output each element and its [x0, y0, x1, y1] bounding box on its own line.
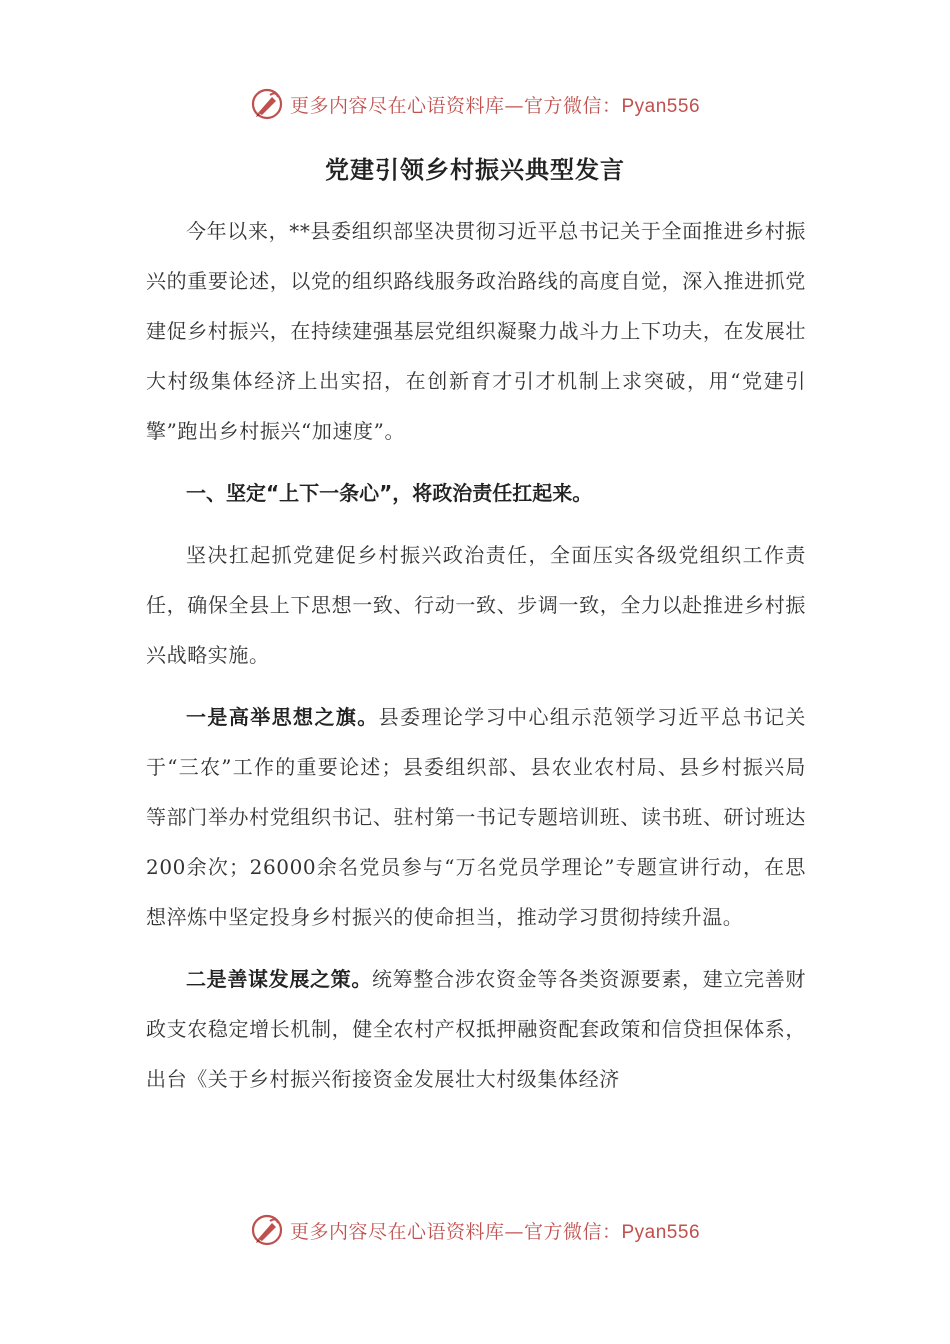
banner-wechat-id: Pyan556 [621, 95, 701, 117]
footer-banner [0, 1210, 950, 1250]
document-title: 党建引领乡村振兴典型发言 [325, 156, 625, 184]
banner-wechat-id: Pyan556 [621, 1221, 701, 1243]
banner-wechat-label: 官方微信： [523, 94, 622, 117]
point-1-paragraph [146, 692, 806, 942]
banner-wechat-label: 官方微信： [523, 1220, 622, 1243]
document-body [146, 206, 806, 1116]
banner-separator: — [504, 1220, 524, 1243]
section-heading-1: 一、坚定“上下一条心”，将政治责任扛起来。 [186, 481, 593, 505]
point-1-lead: 一是高举思想之旗。 [186, 705, 379, 729]
banner-main-text: 更多内容尽在心语资料库 [289, 1220, 505, 1243]
pen-logo-icon [250, 87, 284, 121]
banner-main-text: 更多内容尽在心语资料库 [289, 94, 505, 117]
intro-paragraph: 今年以来，**县委组织部坚决贯彻习近平总书记关于全面推进乡村振兴的重要论述，以党的组织路线服务政治路线的高度自觉，深入推进抓党建促乡村振兴，在持续建强基层党组织凝聚力战斗力上下功夫，在发展壮大村级集体经济上出实招，在创新育才引才机制上求突破，用“党建引擎”跑出乡村振兴“加速度”。 [146, 219, 806, 443]
section-1-paragraph: 坚决扛起抓党建促乡村振兴政治责任，全面压实各级党组织工作责任，确保全县上下思想一致、行动一致、步调一致，全力以赴推进乡村振兴战略实施。 [146, 543, 806, 667]
banner-text [290, 1217, 700, 1244]
point-2-text: 统筹整合涉农资金等各类资源要素，建立完善财政支农稳定增长机制，健全农村产权抵押融资配套政策和信贷担保体系，出台《关于乡村振兴衔接资金发展壮大村级集体经济 [146, 967, 806, 1091]
header-banner [0, 84, 950, 124]
pen-logo-icon [250, 1213, 284, 1247]
point-2-paragraph [146, 954, 806, 1104]
banner-separator: — [504, 94, 524, 117]
banner-text [290, 91, 700, 118]
point-2-lead: 二是善谋发展之策。 [186, 967, 373, 991]
point-1-text: 县委理论学习中心组示范领学习近平总书记关于“三农”工作的重要论述；县委组织部、县农业农村局、县乡村振兴局等部门举办村党组织书记、驻村第一书记专题培训班、读书班、研讨班达200余次；26000余名党员参与“万名党员学理论”专题宣讲行动，在思想淬炼中坚定投身乡村振兴的使命担当，推动学习贯彻持续升温。 [146, 705, 807, 929]
